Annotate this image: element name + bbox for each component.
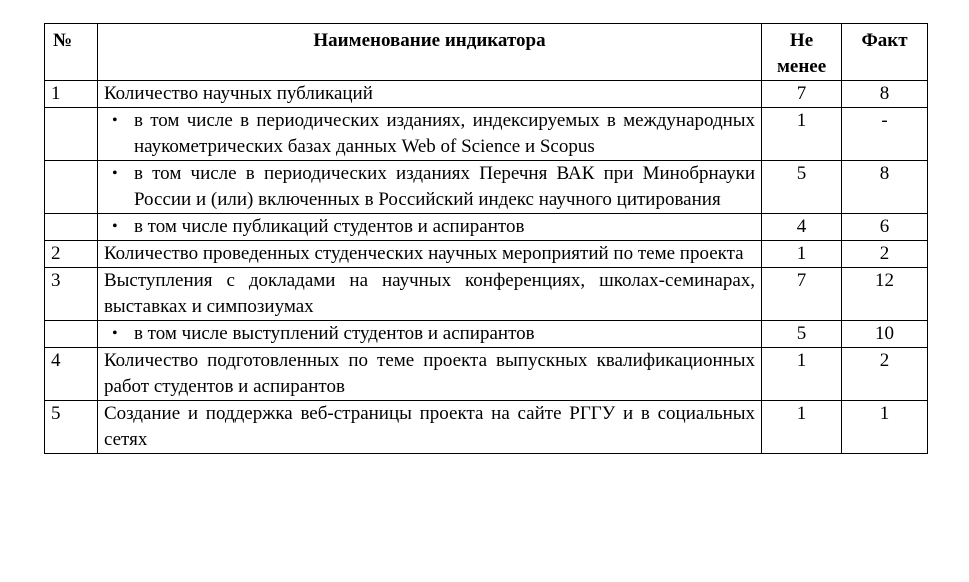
row-number: 4 <box>45 348 98 401</box>
min-value: 7 <box>762 268 842 321</box>
table-row <box>45 268 928 321</box>
table-row <box>45 81 928 108</box>
indicator-name: в том числе выступлений студентов и аспирантов <box>133 323 535 344</box>
row-number <box>45 214 98 241</box>
fact-value: 10 <box>842 321 928 348</box>
indicator-name-cell: Создание и поддержка веб-страницы проекта на сайте РГГУ и в социальных сетях <box>97 401 761 454</box>
min-value: 1 <box>762 108 842 161</box>
fact-value: 2 <box>842 241 928 268</box>
indicator-name-cell: Количество проведенных студенческих научных мероприятий по теме проекта <box>97 241 761 268</box>
table-row <box>45 321 928 348</box>
indicator-name: в том числе в периодических изданиях Перечня ВАК при Минобрнауки России и (или) включенных в Российский индекс научного цитирования <box>133 163 756 210</box>
indicator-name-cell: Выступления с докладами на научных конференциях, школах-семинарах, выставках и симпозиумах <box>97 268 761 321</box>
header-min: Не менее <box>762 24 842 81</box>
min-value: 7 <box>762 81 842 108</box>
bullet-icon: • <box>111 165 118 182</box>
indicators-table <box>44 23 928 454</box>
fact-value: 2 <box>842 348 928 401</box>
row-number: 1 <box>45 81 98 108</box>
indicator-name-cell: Количество подготовленных по теме проекта выпускных квалификационных работ студентов и аспирантов <box>97 348 761 401</box>
indicator-name: в том числе в периодических изданиях, индексируемых в международных наукометрических базах данных Web of Science и Scopus <box>133 110 756 157</box>
bullet-icon: • <box>111 218 118 235</box>
table-row <box>45 401 928 454</box>
row-number <box>45 321 98 348</box>
table-row <box>45 108 928 161</box>
row-number: 5 <box>45 401 98 454</box>
bullet-icon: • <box>111 112 118 129</box>
indicator-name-cell <box>97 321 761 348</box>
min-value: 1 <box>762 401 842 454</box>
min-value: 4 <box>762 214 842 241</box>
min-value: 5 <box>762 321 842 348</box>
row-number: 2 <box>45 241 98 268</box>
row-number <box>45 161 98 214</box>
row-number: 3 <box>45 268 98 321</box>
bullet-icon: • <box>111 325 118 342</box>
min-value: 1 <box>762 348 842 401</box>
indicator-name-cell: Количество научных публикаций <box>97 81 761 108</box>
min-value: 5 <box>762 161 842 214</box>
indicator-name-cell <box>97 161 761 214</box>
header-fact: Факт <box>842 24 928 81</box>
fact-value: 8 <box>842 81 928 108</box>
table-row <box>45 214 928 241</box>
table-header-row <box>45 24 928 81</box>
row-number <box>45 108 98 161</box>
fact-value: - <box>842 108 928 161</box>
indicator-name-cell <box>97 108 761 161</box>
table-row <box>45 348 928 401</box>
table-body <box>45 81 928 454</box>
table-row <box>45 241 928 268</box>
min-value: 1 <box>762 241 842 268</box>
table-row <box>45 161 928 214</box>
indicator-name: в том числе публикаций студентов и аспирантов <box>133 216 525 237</box>
fact-value: 1 <box>842 401 928 454</box>
fact-value: 12 <box>842 268 928 321</box>
header-name: Наименование индикатора <box>97 24 761 81</box>
fact-value: 8 <box>842 161 928 214</box>
header-num: № <box>45 24 98 81</box>
indicator-name-cell <box>97 214 761 241</box>
fact-value: 6 <box>842 214 928 241</box>
